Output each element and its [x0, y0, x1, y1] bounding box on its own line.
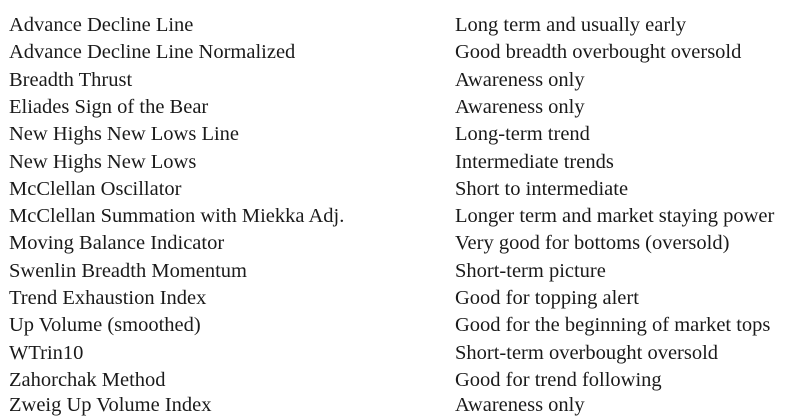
indicator-name: Advance Decline Line: [9, 14, 194, 36]
table-row: [0, 258, 800, 285]
indicator-name: New Highs New Lows Line: [9, 123, 240, 146]
indicator-use: Long term and usually early: [455, 14, 687, 36]
indicator-use: Longer term and market staying power: [455, 205, 775, 228]
indicator-use: Long-term trend: [455, 123, 590, 146]
indicator-use: Very good for bottoms (oversold): [455, 232, 730, 255]
indicator-use: Awareness only: [455, 95, 585, 118]
indicator-use: Short-term overbought oversold: [455, 341, 719, 364]
indicator-name: Zweig Up Volume Index: [9, 394, 212, 416]
table-row: [0, 121, 800, 148]
indicator-name: McClellan Oscillator: [9, 177, 182, 200]
indicator-use: Awareness only: [455, 68, 585, 91]
indicator-name: Advance Decline Line Normalized: [9, 41, 296, 64]
table-row: [0, 392, 800, 419]
table-row: [0, 12, 800, 39]
indicator-use: Good for trend following: [455, 368, 662, 391]
table-row: [0, 230, 800, 257]
table-row: [0, 340, 800, 367]
indicator-name: Trend Exhaustion Index: [9, 287, 207, 309]
indicator-use: Short-term picture: [455, 259, 606, 282]
table-row: [0, 367, 800, 394]
table-row: [0, 176, 800, 203]
table-row: [0, 312, 800, 339]
table-row: [0, 94, 800, 121]
indicator-use: Awareness only: [455, 394, 585, 416]
indicator-name: Zahorchak Method: [9, 368, 166, 391]
indicator-name: McClellan Summation with Miekka Adj.: [9, 205, 345, 228]
table-row: [0, 39, 800, 66]
indicator-name: Moving Balance Indicator: [9, 232, 225, 255]
indicator-name: WTrin10: [9, 341, 84, 364]
indicator-use: Good for topping alert: [455, 287, 639, 309]
indicator-use: Good breadth overbought oversold: [455, 41, 742, 64]
table-row: [0, 203, 800, 230]
indicator-name: New Highs New Lows: [9, 150, 197, 173]
indicator-use: Short to intermediate: [455, 177, 629, 200]
table-row: [0, 149, 800, 176]
indicator-name: Eliades Sign of the Bear: [9, 95, 209, 118]
indicator-name: Breadth Thrust: [9, 68, 133, 91]
table-row: [0, 67, 800, 94]
indicator-name: Up Volume (smoothed): [9, 314, 201, 337]
indicator-use: Good for the beginning of market tops: [455, 314, 771, 337]
indicator-name: Swenlin Breadth Momentum: [9, 259, 248, 282]
table-row: [0, 285, 800, 312]
indicator-use: Intermediate trends: [455, 150, 614, 173]
